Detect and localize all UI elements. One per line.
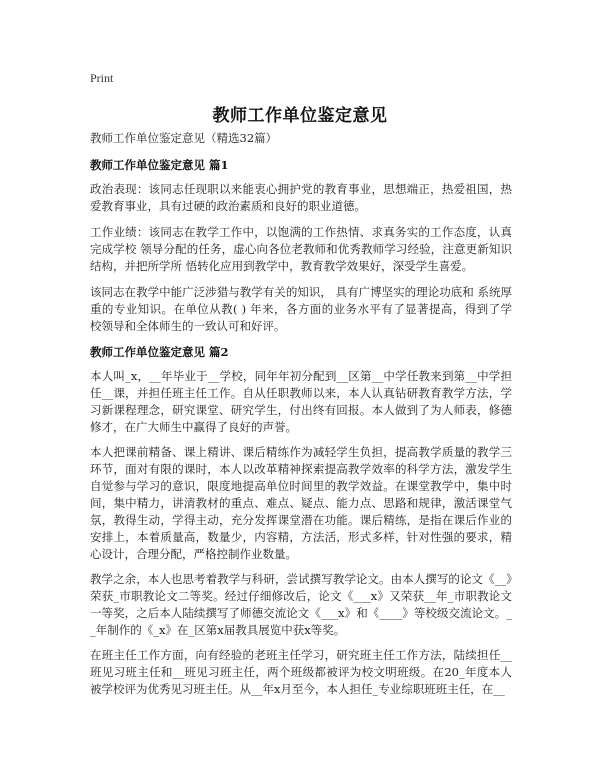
print-link[interactable]: Print	[90, 71, 114, 85]
paragraph: 该同志在教学中能广泛涉猎与教学有关的知识， 具有广博坚实的理论功底和 系统厚重的专业知识。在单位从教( ) 年来，各方面的业务水平有了显著提高，得到了学 校领导和全体师生的一致认可和好评。	[90, 285, 512, 333]
section-heading: 教师工作单位鉴定意见 篇1	[90, 158, 229, 172]
paragraph: 教学之余，本人也思考着教学与科研，尝试撰写教学论文。由本人撰写的论文《__》荣获_市职教论文二等奖。经过仔细修改后，论文《___x》又荣获__年_市职教论文一等奖，之后本人陆续撰写了师德交流论文《___x》和《____》等校级交流论文。__年制作的《_x》在_区第x届教具展览中获x等奖。	[90, 572, 512, 637]
section-1	[90, 157, 512, 335]
section-heading: 教师工作单位鉴定意见 篇2	[90, 345, 229, 359]
section-2	[90, 344, 512, 698]
paragraph: 政治表现：该同志任现职以来能衷心拥护党的教育事业，思想端正，热爱祖国，热爱教育事业，具有过硬的政治素质和良好的职业道德。	[90, 182, 512, 213]
document-title: 教师工作单位鉴定意见	[212, 106, 388, 126]
document-subtitle: 教师工作单位鉴定意见（精选32篇）	[90, 131, 278, 145]
paragraph: 本人把课前精备、课上精讲、课后精练作为减轻学生负担，提高教学质量的教学三环节，面对有限的课时，本人以改革精神探索提高教学效率的科学方法，激发学生自觉参与学习的意识，限度地提高单位时间里的教学效益。在课堂教学中，集中时间，集中精力，讲清教材的重点、难点、疑点、能力点、思路和规律，激活课堂气氛，教得生动，学得主动，充分发挥课堂潜在功能。课后精练，是指在课后作业的安排上，本着质量高，数量少，内容精，方法活，形式多样，针对性强的要求，精心设计，合理分配，严格控制作业数量。	[90, 445, 512, 561]
paragraph: 工作业绩：该同志在教学工作中，以饱满的工作热情、求真务实的工作态度，认真完成学校 领导分配的任务，虚心向各位老教师和优秀教师学习经验，注意更新知识结构，并把所学所 悟转化应用到教学中，教育教学效果好，深受学生喜爱。	[90, 225, 512, 273]
paragraph: 在班主任工作方面，向有经验的老班主任学习，研究班主任工作方法，陆续担任__班见习班主任和__班见习班主任，两个班级都被评为校文明班级。在20_年度本人被学校评为优秀见习班主任。从__年x月至今，本人担任_专业综职班班主任，在__	[90, 648, 512, 696]
paragraph: 本人叫_x，__年毕业于__学校，同年年初分配到__区第__中学任教来到第__中学担任__课，并担任班主任工作。自从任职教师以来，本人认真钻研教育教学方法，学习新课程理念，研究课堂、研究学生，付出终有回报。本人做到了为人师表，修德修才，在广大师生中赢得了良好的声誉。	[90, 369, 512, 434]
document-body	[90, 130, 512, 706]
